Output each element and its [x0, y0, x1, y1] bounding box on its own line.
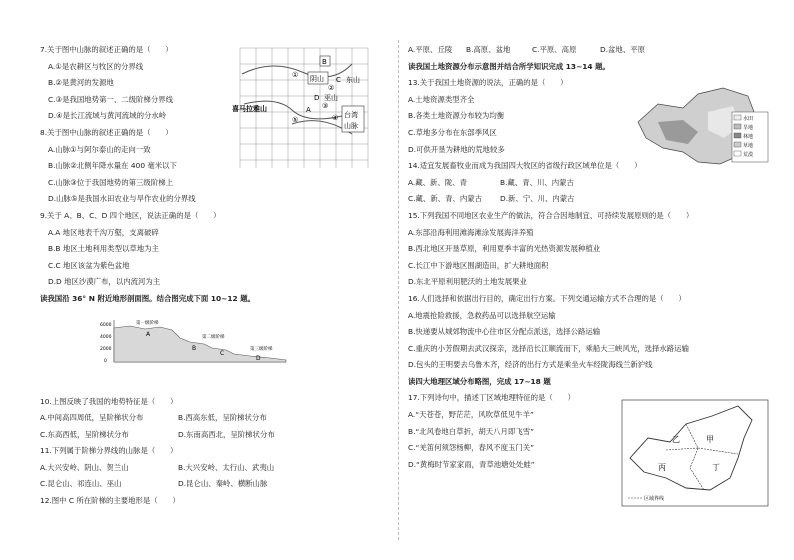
map-label-shanmai: 山脉 [344, 122, 358, 130]
map-label-yinshan: 阴山 [310, 75, 324, 83]
legend-desert: 荒漠 [743, 152, 754, 158]
q13-option-a: A.土地资源类型齐全 [408, 94, 475, 104]
profile-label-d: D [256, 355, 261, 362]
map-label-d: D [314, 94, 320, 102]
terrain-profile [100, 318, 290, 376]
q14-option-c: C.藏、新、青、内蒙古 [408, 194, 483, 204]
q17-option-c: C.“羌笛何须怨杨柳，春风不度玉门关” [408, 443, 535, 453]
q12-option-d: D.盆地、平原 [600, 45, 645, 54]
profile-label-b: B [192, 345, 197, 352]
map-label-dongshan: 东山 [346, 76, 360, 84]
q9-option-d: D.D 地区沙漠广布，以内流河为主 [48, 277, 161, 287]
q9-option-b: B.B 地区土地利用类型以草地为主 [48, 244, 159, 254]
q12-option-b: B.高原、盆地 [466, 45, 511, 54]
region-label-yi: 乙 [672, 435, 680, 444]
q15-option-c: C.长江中下游地区围湖造田，扩大耕地面积 [408, 260, 549, 270]
q9-option-a: A.A 地区地表千沟万壑，支离破碎 [48, 227, 159, 237]
q7-option-c: C.③是我国地势第一、二级阶梯分界线 [48, 94, 173, 104]
question-8-stem: 8.关于图中山脉的叙述正确的是（ ） [40, 127, 173, 137]
q11-option-b: B.大兴安岭、太行山、武夷山 [178, 462, 275, 472]
question-7-stem: 7.关于图中山脉的叙述正确的是（ ） [40, 45, 173, 54]
q12-options-row [408, 42, 768, 59]
q10-option-c: C.东高西低，呈阶梯状分布 [40, 429, 129, 439]
q12-option-a: A.平原、丘陵 [408, 45, 453, 54]
question-10-stem: 10.上图反映了我国的地势特征是（ ） [40, 396, 178, 406]
q14-options-row1 [408, 175, 768, 192]
region-legend-boundary: 区域界线 [644, 496, 665, 502]
q16-option-d: D.包头的王明要去乌鲁木齐，经济的出行方式是乘坐火车经陇海线兰新沪线 [408, 360, 653, 370]
lead-17-18: 读四大地理区域分布略图，完成 17~18 题 [408, 376, 551, 386]
question-15-stem: 15.下列我国不同地区农业生产的做法，符合合因地制宜、可持续发展原则的是（ ） [408, 210, 694, 220]
q13-option-b: B.各类土地资源分布较为均衡 [408, 111, 505, 121]
question-9-stem: 9.关于 A、B、C、D 四个地区，说法正确的是（ ） [40, 210, 221, 220]
question-11-stem: 11.下列属于阶梯分界线的山脉是（ ） [40, 446, 178, 456]
lead-10-12: 读我国沿 36° N 附近地形剖面图。结合图完成下面 10~12 题。 [40, 293, 255, 303]
land-resource-map [628, 82, 770, 174]
q8-option-b: B.山脉②北侧年降水量在 400 毫米以下 [48, 161, 177, 171]
profile-step-1: 第一级阶梯 [136, 321, 159, 326]
q17-option-b: B.“北风卷地白草折，胡天八月即飞雪” [408, 426, 534, 436]
q8-option-d: D.山脉⑤是我国水田农业与旱作农业的分界线 [48, 194, 196, 204]
q14-options-row2 [408, 191, 768, 208]
q10-option-b: B.西高东低，呈阶梯状分布 [178, 413, 267, 423]
q14-option-d: D.新、宁、川、内蒙古 [500, 194, 575, 204]
q14-option-b: B.藏、青、川、内蒙古 [500, 177, 574, 187]
map-label-a: A [306, 106, 311, 114]
legend-grass: 草地 [743, 143, 754, 149]
lead-13-14: 读我国土地资源分布示意图并结合所学知识完成 13~14 题。 [408, 61, 610, 71]
region-label-ding: 丁 [712, 463, 720, 472]
map-label-1: ① [292, 71, 299, 79]
question-12-stem: 12.图中 C 所在阶梯的主要地形是（ ） [40, 496, 180, 506]
q7-option-a: A.①是农耕区与牧区的分界线 [48, 61, 144, 71]
q11-option-c: C.昆仑山、祁连山、巫山 [40, 479, 122, 489]
q11-options-row2 [40, 476, 395, 493]
map-label-himalaya: 喜马拉雅山 [232, 105, 267, 113]
question-13-stem: 13.关于我国土地资源的说法，正确的是（ ） [408, 78, 568, 88]
profile-ytick-0: 0 [104, 359, 107, 364]
profile-ytick-2000: 2000 [100, 347, 112, 352]
q10-option-a: A.中间高四周低，呈阶梯状分布 [40, 413, 144, 423]
q13-option-d: D.可供开垦为耕地的荒地较多 [408, 144, 505, 154]
q9-option-c: C.C 地区该盆为紫色盆地 [48, 260, 130, 270]
q15-option-b: B.西北地区开垦草原，利用夏季丰富的光热资源发展种植业 [408, 244, 601, 254]
profile-ytick-4000: 4000 [100, 335, 112, 340]
q15-option-a: A.东部沿海利用滩海滩涂发展海洋养殖 [408, 227, 534, 237]
q11-option-d: D.昆仑山、秦岭、横断山脉 [178, 479, 268, 489]
column-divider [398, 40, 399, 540]
map-label-3: ③ [322, 102, 329, 110]
q7-option-d: D.④是长江流域与黄河流域的分水岭 [48, 111, 167, 121]
legend-dryland: 旱地 [743, 125, 754, 131]
map-label-wushan: 巫山 [324, 94, 338, 102]
q11-options-row1 [40, 460, 395, 477]
map-label-2: ② [328, 84, 335, 92]
question-14-stem: 14.适宜发展畜牧业而成为我国四大牧区的省级行政区域单位是（ ） [408, 161, 642, 171]
profile-step-3: 第三级阶梯 [250, 347, 273, 352]
regions-map [620, 398, 770, 508]
q14-option-a: A.藏、新、陇、青 [408, 177, 468, 187]
q16-option-b: B.快递要从城郊物流中心往市区分配点派送，选择公路运输 [408, 327, 601, 337]
map-label-c: C [336, 76, 341, 84]
q17-option-a: A.“天苍苍，野茫茫，风吹草低见牛羊” [408, 410, 534, 420]
legend-paddy: 水田 [743, 116, 754, 122]
q17-option-d: D.“黄梅时节家家雨，青草池塘处处蛙” [408, 459, 535, 469]
profile-ytick-6000: 6000 [100, 323, 112, 328]
legend-forest: 林地 [743, 134, 754, 140]
q16-option-c: C.重庆的小芳假期去武汉探亲，选择沿长江顺流而下，乘船大三峡风光，选择水路运输 [408, 343, 689, 353]
q16-option-a: A.地震抢险救援，急救药品可以选择航空运输 [408, 310, 556, 320]
profile-label-a: A [146, 331, 151, 338]
q10-options-row1 [40, 410, 395, 427]
mountain-map [232, 44, 378, 172]
profile-label-c: C [220, 350, 225, 357]
map-label-5: ⑤ [292, 116, 299, 124]
q15-option-d: D.东北平原利用肥沃的土地发展果业 [408, 277, 527, 287]
question-16-stem: 16.人们选择和依据出行目的，确定出行方案。下列交通运输方式不合理的是（ ） [408, 293, 686, 303]
map-label-b: B [322, 58, 327, 66]
q8-option-a: A.山脉①与阿尔泰山的走向一致 [48, 144, 151, 154]
q13-option-c: C.草地多分布在东部季风区 [408, 127, 497, 137]
region-label-bing: 丙 [658, 463, 666, 472]
map-label-4: ④ [332, 114, 339, 122]
profile-step-2: 第二级阶梯 [202, 335, 225, 340]
q11-option-a: A.大兴安岭、阴山、贺兰山 [40, 462, 129, 472]
q7-option-b: B.②是黄河的发源地 [48, 78, 114, 88]
question-17-stem: 17.下列诗句中，描述丁区域地理特征的是（ ） [408, 393, 575, 403]
q8-option-c: C.山脉③位于我国地势的第三级阶梯上 [48, 177, 173, 187]
map-label-taiwan: 台湾 [344, 111, 358, 119]
q10-options-row2 [40, 427, 395, 444]
q10-option-d: D.东南高西北，呈阶梯状分布 [178, 429, 275, 439]
q12-option-c: C.平原、高原 [532, 45, 577, 54]
region-label-jia: 甲 [706, 435, 714, 444]
